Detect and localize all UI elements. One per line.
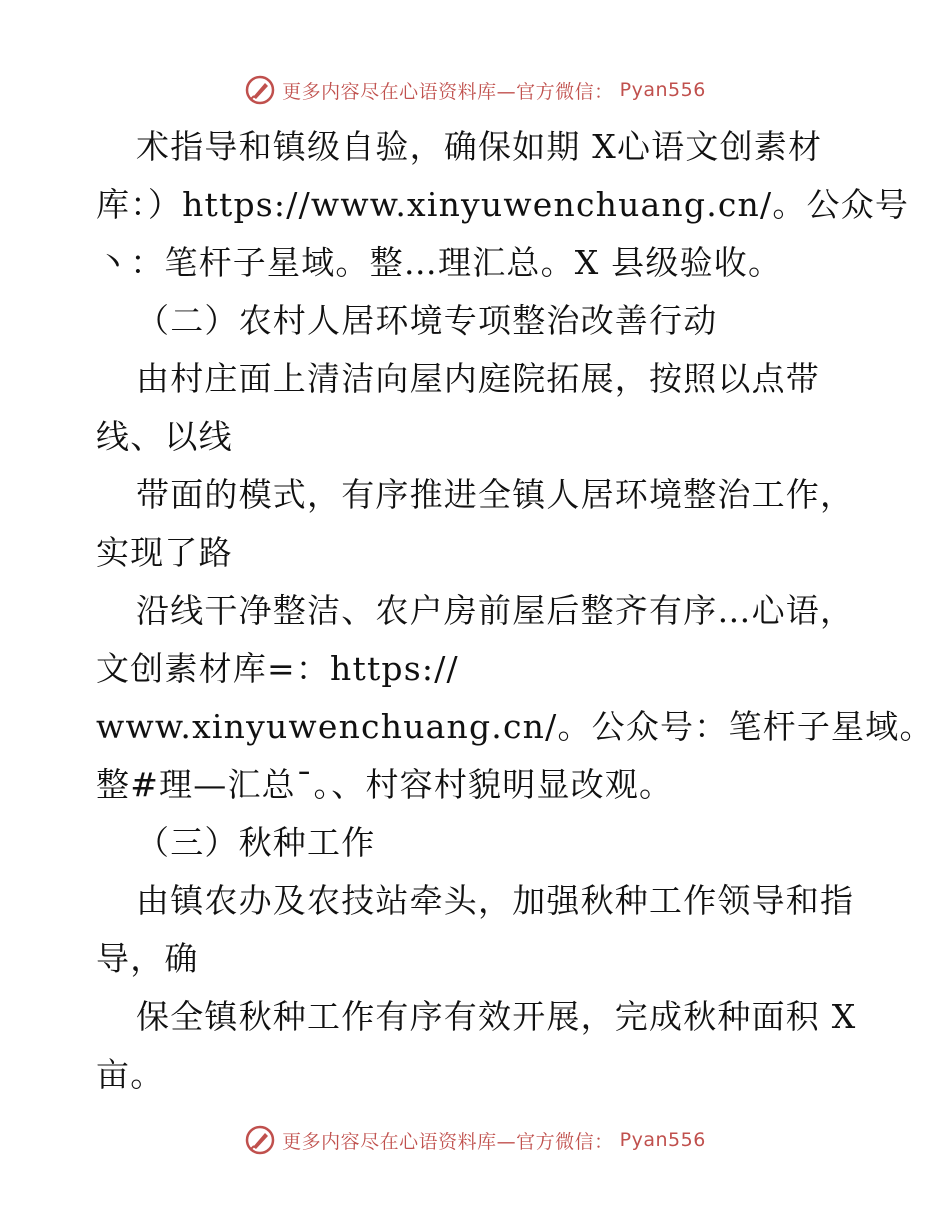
text-line: 实现了路 xyxy=(96,533,233,572)
text-line: 沿线干净整洁、农户房前屋后整齐有序…心语， xyxy=(136,591,855,630)
text-line: 丶：笔杆子星域。整…理汇总。X 县级验收。 xyxy=(96,243,783,282)
text-line: 由镇农办及农技站牵头，加强秋种工作领导和指 xyxy=(136,881,855,920)
text-line: www.xinyuwenchuang.cn/。公众号：笔杆子星域。 xyxy=(96,707,934,746)
text-line: 文创素材库=：https:// xyxy=(96,649,459,688)
footer-banner xyxy=(0,1120,950,1160)
text-line: 带面的模式，有序推进全镇人居环境整治工作， xyxy=(136,475,855,514)
text-line: 库：）https://www.xinyuwenchuang.cn/。公众号 xyxy=(96,185,910,224)
text-line: 术指导和镇级自验，确保如期 X心语文创素材 xyxy=(136,127,823,166)
header-banner-text: 更多内容尽在心语资料库—官方微信： xyxy=(282,80,614,103)
section-heading: （三）秋种工作 xyxy=(136,823,376,862)
quill-pen-logo-icon xyxy=(244,1124,276,1156)
quill-pen-logo-icon xyxy=(244,74,276,106)
body-text xyxy=(96,118,934,1104)
text-line: 保全镇秋种工作有序有效开展，完成秋种面积 X xyxy=(136,997,857,1036)
section-heading: （二）农村人居环境专项整治改善行动 xyxy=(136,301,718,340)
header-banner xyxy=(0,70,950,110)
text-line: 亩。 xyxy=(96,1055,165,1094)
footer-banner-wechat-id: Pyan556 xyxy=(619,1129,706,1151)
text-line: 线、以线 xyxy=(96,417,233,456)
text-line: 导，确 xyxy=(96,939,199,978)
text-line: 整#理—汇总¯。、村容村貌明显改观。 xyxy=(96,765,674,804)
footer-banner-text: 更多内容尽在心语资料库—官方微信： xyxy=(282,1130,614,1153)
text-line: 由村庄面上清洁向屋内庭院拓展，按照以点带 xyxy=(136,359,820,398)
header-banner-wechat-id: Pyan556 xyxy=(619,79,706,101)
